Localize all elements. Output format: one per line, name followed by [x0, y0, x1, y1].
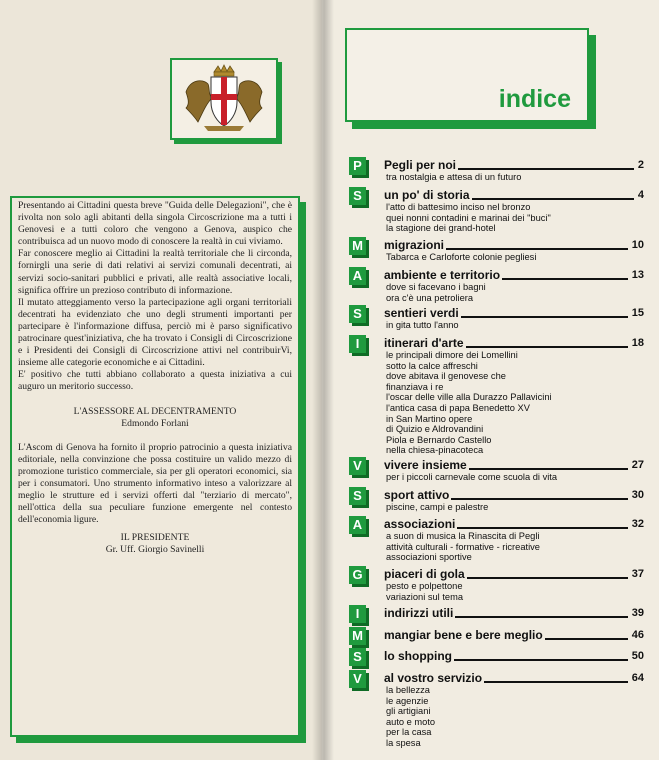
index-entry[interactable] [384, 269, 644, 303]
assessore-name: Edmondo Forlani [121, 417, 189, 429]
genova-crest-icon [180, 64, 268, 134]
index-entry-subtitle: quei nonni contadini e marinai dei "buci" [386, 212, 551, 223]
introduction-textbox [10, 196, 300, 737]
index-entry-subtitle: gli artigiani [386, 706, 431, 717]
index-entry-subtitle: attività culturali - formative - ricreative [386, 541, 540, 552]
leader-line [466, 346, 628, 348]
intro-paragraph-3: Il mutato atteggiamento verso la partecipazione agli organi territoriali decentrati ha evidenziato che uno degli strumenti importanti per partecipare è l'informazione diffusa, perciò mi è parso significativo patrocinare quest'iniziativa, che ha trovato i Consigli di Circoscrizione e i Presidenti dei Consigli di Circoscrizione attivi nel contribuirVi, insieme alle categorie economiche e ai Cittadini. [18, 296, 292, 369]
leader-line [458, 168, 634, 170]
index-entry-subtitle: di Quizio e Aldrovandini [386, 424, 484, 435]
index-entry-subtitle: la bellezza [386, 685, 430, 695]
index-entry[interactable] [384, 672, 644, 749]
index-entry-subtitle: in gita tutto l'anno [386, 320, 459, 330]
index-entry-subtitle: le principali dimore dei Lomellini [386, 350, 518, 360]
index-letter: I [349, 335, 366, 353]
index-entry-page: 4 [637, 189, 644, 201]
index-entry-page: 15 [631, 307, 644, 319]
index-entry-subtitle: variazioni sul tema [386, 591, 463, 602]
index-title-box [345, 28, 589, 122]
index-entry[interactable] [384, 568, 644, 602]
crest-frame [170, 58, 278, 140]
index-letter: I [349, 605, 366, 623]
index-entry-title: un po' di storia [384, 188, 470, 202]
index-entry[interactable] [384, 337, 644, 456]
index-entry-page: 27 [631, 459, 644, 471]
index-entry[interactable] [384, 489, 644, 513]
index-letter: A [349, 267, 366, 285]
index-entry-title: al vostro servizio [384, 671, 483, 685]
index-entry-subtitle: Piola e Bernardo Castello [386, 434, 492, 445]
index-entry-title: sport attivo [384, 488, 450, 502]
index-entry[interactable] [384, 459, 644, 483]
index-letter: S [349, 305, 366, 323]
leader-line [455, 616, 627, 618]
index-letter: A [349, 516, 366, 534]
leader-line [469, 468, 628, 470]
leader-line [457, 527, 627, 529]
index-entry-subtitle: tra nostalgia e attesa di un futuro [386, 172, 522, 182]
index-letter: M [349, 237, 366, 255]
index-entry[interactable] [384, 607, 644, 620]
index-entry-subtitle: piscine, campi e palestre [386, 502, 489, 512]
index-entry-subtitle: la stagione dei grand-hotel [386, 223, 496, 234]
index-entry-subtitle: Tabarca e Carloforte colonie pegliesi [386, 252, 537, 262]
leader-line [454, 659, 628, 661]
index-entry[interactable] [384, 650, 644, 663]
index-letter: S [349, 648, 366, 666]
index-letter: V [349, 457, 366, 475]
index-entry-page: 30 [631, 489, 644, 501]
index-entry-subtitle: auto e moto [386, 716, 436, 727]
index-entry-page: 37 [631, 568, 644, 580]
index-entry-title: ambiente e territorio [384, 268, 501, 282]
index-letter: S [349, 487, 366, 505]
assessore-role: L'ASSESSORE AL DECENTRAMENTO [73, 405, 237, 417]
index-title: indice [498, 85, 571, 113]
index-entry-page: 10 [631, 239, 644, 251]
leader-line [484, 681, 628, 683]
index-letter: S [349, 187, 366, 205]
index-entry[interactable] [384, 629, 644, 642]
intro-paragraph-2: Far conoscere meglio ai Cittadini la realtà territoriale che li circonda, fornirgli una serie di dati relativi ai servizi comunali decentrati, ai servizi socio-sanitari pubblici e privati, alle realtà associative locali, significa offrire un prezioso contributo di informazione. [18, 248, 292, 296]
index-letter: M [349, 627, 366, 645]
index-entry-title: indirizzi utili [384, 606, 454, 620]
index-entry-subtitle: per la casa [386, 727, 432, 738]
index-entry-subtitle: associazioni sportive [386, 552, 472, 563]
index-entry[interactable] [384, 518, 644, 563]
index-entry-subtitle: in San Martino opere [386, 413, 473, 424]
index-entry-page: 18 [631, 337, 644, 349]
index-entry-subtitle: l'atto di battesimo inciso nel bronzo [386, 202, 531, 212]
index-entry-subtitle: l'oscar delle ville alla Durazzo Pallavicini [386, 392, 552, 403]
presidente-name: Gr. Uff. Giorgio Savinelli [105, 544, 205, 556]
leader-line [472, 198, 634, 200]
index-entry-subtitle: nella chiesa-pinacoteca [386, 445, 484, 456]
intro-paragraph-4: E' positivo che tutti abbiano collaborato a questa iniziativa a cui auguro un meritorio successo. [18, 369, 292, 393]
index-entry-page: 39 [631, 607, 644, 619]
index-letter: G [349, 566, 366, 584]
leader-line [467, 577, 628, 579]
index-entry-title: itinerari d'arte [384, 336, 464, 350]
index-entry[interactable] [384, 307, 644, 331]
index-letter: P [349, 157, 366, 175]
index-entry-page: 13 [631, 269, 644, 281]
index-entry-subtitle: la spesa [386, 737, 421, 748]
intro-paragraph-1: Presentando ai Cittadini questa breve "Guida delle Delegazioni", che è rivolta non solo agli abitanti della singola Circoscrizione ma a tutti i Genovesi e a tutti coloro che vengono a Genova, auspico che contribuisca ad un nuovo modo di conoscere la realtà in cui viviamo. [18, 200, 292, 248]
index-entry-page: 32 [631, 518, 644, 530]
index-entry-title: Pegli per noi [384, 158, 457, 172]
leader-line [545, 638, 628, 640]
presidente-role: IL PRESIDENTE [120, 532, 190, 544]
index-entry-subtitle: le agenzie [386, 695, 429, 706]
index-entry-page: 46 [631, 629, 644, 641]
index-entry-page: 50 [631, 650, 644, 662]
index-letter: V [349, 670, 366, 688]
index-entry[interactable] [384, 189, 644, 234]
index-entry[interactable] [384, 239, 644, 263]
ascom-paragraph: L'Ascom di Genova ha fornito il proprio patrocinio a questa iniziativa editoriale, nella convinzione che possa costituire un valido mezzo di promozione turistico commerciale, sia per gli operatori economici, sia per i consumatori. Uno strumento informativo inteso a valorizzare al meglio le strutture ed i servizi offerti dal "terziario di mercato", nell'ottica della sua peculiare funzione emergente nel contesto dell'economia ligure. [18, 441, 292, 526]
index-entry[interactable] [384, 159, 644, 183]
leader-line [502, 278, 628, 280]
index-entry-subtitle: dove si facevano i bagni [386, 282, 486, 292]
index-entry-title: sentieri verdi [384, 306, 459, 320]
index-entry-title: vivere insieme [384, 458, 467, 472]
leader-line [461, 316, 628, 318]
index-entry-subtitle: per i piccoli carnevale come scuola di vita [386, 472, 558, 482]
index-entry-subtitle: sotto la calce affreschi [386, 360, 478, 371]
index-entry-title: migrazioni [384, 238, 445, 252]
index-entry-page: 2 [637, 159, 644, 171]
index-entry-subtitle: ora c'è una petroliera [386, 292, 474, 303]
index-entry-title: mangiar bene e bere meglio [384, 628, 543, 642]
index-entry-page: 64 [631, 672, 644, 684]
index-entry-subtitle: l'antica casa di papa Benedetto XV [386, 402, 530, 413]
book-gutter [312, 0, 334, 760]
index-entry-subtitle: finanziava i re [386, 381, 444, 392]
index-entry-title: associazioni [384, 517, 456, 531]
index-entry-title: piaceri di gola [384, 567, 465, 581]
index-entry-subtitle: dove abitava il genovese che [386, 371, 506, 382]
index-entry-subtitle: a suon di musica la Rinascita di Pegli [386, 531, 540, 541]
leader-line [446, 248, 628, 250]
index-entry-title: lo shopping [384, 649, 452, 663]
leader-line [451, 498, 627, 500]
index-entry-subtitle: pesto e polpettone [386, 581, 463, 591]
